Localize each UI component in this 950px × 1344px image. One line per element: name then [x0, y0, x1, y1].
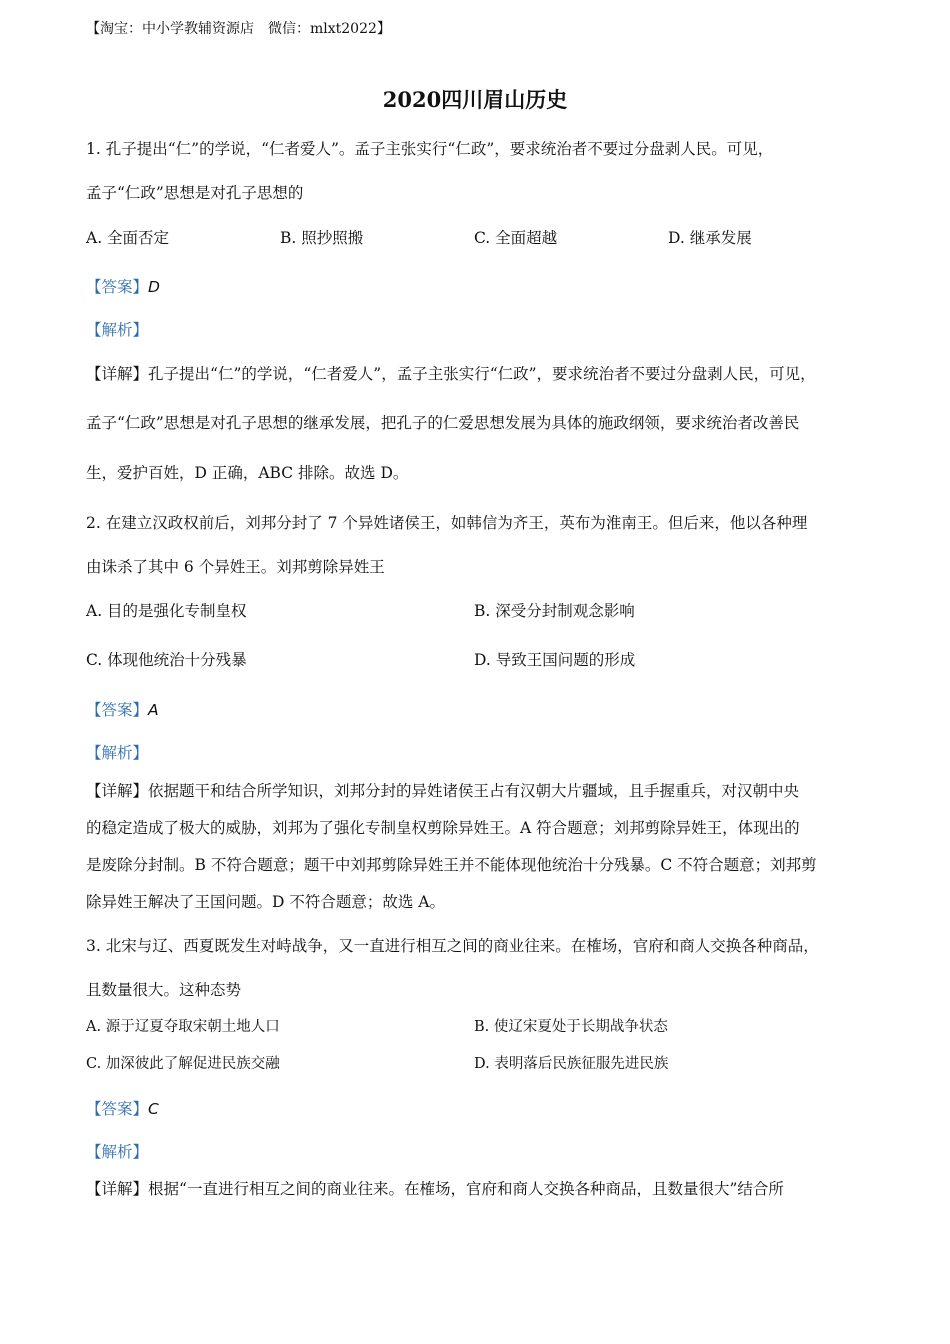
- q1-option-a: A. 全面否定: [86, 229, 170, 247]
- q1-answer: [86, 275, 160, 297]
- q2-stem-line1: 2. 在建立汉政权前后，刘邦分封了 7 个异姓诸侯王，如韩信为齐王，英布为淮南王。但后来，他以各种理: [86, 514, 808, 532]
- q1-analysis-tag: 【解析】: [86, 321, 149, 339]
- q2-option-d: D. 导致王国问题的形成: [474, 651, 636, 669]
- page-title: 2020四川眉山历史: [382, 87, 568, 112]
- q1-detail-line3: 生，爱护百姓，D 正确，ABC 排除。故选 D。: [86, 464, 409, 482]
- q3-analysis-tag: 【解析】: [86, 1143, 149, 1161]
- q2-detail-line4: 除异姓王解决了王国问题。D 不符合题意；故选 A。: [86, 893, 445, 911]
- q2-detail-line2: 的稳定造成了极大的威胁，刘邦为了强化专制皇权剪除异姓王。A 符合题意；刘邦剪除异姓王，体现出的: [86, 819, 800, 837]
- q1-option-d: D. 继承发展: [668, 229, 752, 247]
- answer-tag: 【答案】: [86, 1100, 149, 1118]
- q3-detail-line1: [86, 1177, 784, 1199]
- q2-analysis-tag: 【解析】: [86, 744, 149, 762]
- q1-option-c: C. 全面超越: [474, 229, 558, 247]
- q1-option-b: B. 照抄照搬: [280, 229, 364, 247]
- q3-option-c: C. 加深彼此了解促进民族交融: [86, 1056, 280, 1072]
- detail-tag: 【详解】: [86, 782, 149, 800]
- q2-option-c: C. 体现他统治十分残暴: [86, 651, 247, 669]
- q2-detail-line3: 是废除分封制。B 不符合题意；题干中刘邦剪除异姓王并不能体现他统治十分残暴。C 不符合题意；刘邦剪: [86, 856, 817, 874]
- q3-option-d: D. 表明落后民族征服先进民族: [474, 1056, 669, 1072]
- q2-answer: [86, 698, 159, 720]
- answer-tag: 【答案】: [86, 278, 149, 296]
- detail-tag: 【详解】: [86, 1180, 149, 1198]
- q3-answer-value: C: [148, 1100, 159, 1118]
- q1-detail-line1: [86, 362, 816, 384]
- q3-stem-line1: 3. 北宋与辽、西夏既发生对峙战争，又一直进行相互之间的商业往来。在榷场，官府和商人交换各种商品，: [86, 937, 819, 955]
- q1-detail-line2: 孟子“仁政”思想是对孔子思想的继承发展，把孔子的仁爱思想发展为具体的施政纲领，要求统治者改善民: [86, 414, 800, 432]
- q2-stem-line2: 由诛杀了其中 6 个异姓王。刘邦剪除异姓王: [86, 558, 385, 576]
- answer-tag: 【答案】: [86, 701, 149, 719]
- q3-detail-text: 根据“一直进行相互之间的商业往来。在榷场，官府和商人交换各种商品，且数量很大”结合所: [148, 1180, 784, 1198]
- q1-stem-line2: 孟子“仁政”思想是对孔子思想的: [86, 184, 304, 202]
- page-header: 【淘宝：中小学教辅资源店 微信：mlxt2022】: [86, 21, 391, 37]
- q2-detail-line1: [86, 779, 799, 801]
- q2-option-b: B. 深受分封制观念影响: [474, 602, 635, 620]
- q1-stem-line1: 1. 孔子提出“仁”的学说，“仁者爱人”。孟子主张实行“仁政”，要求统治者不要过分盘剥人民。可见，: [86, 140, 774, 158]
- q2-option-a: A. 目的是强化专制皇权: [86, 602, 247, 620]
- q3-answer: [86, 1097, 159, 1119]
- q2-answer-value: A: [148, 701, 159, 719]
- q3-stem-line2: 且数量很大。这种态势: [86, 981, 242, 999]
- q3-option-a: A. 源于辽夏夺取宋朝土地人口: [86, 1019, 280, 1035]
- q1-detail-text: 孔子提出“仁”的学说，“仁者爱人”，孟子主张实行“仁政”，要求统治者不要过分盘剥人民，可见，: [148, 365, 816, 383]
- q1-answer-value: D: [148, 278, 160, 296]
- q2-detail-text: 依据题干和结合所学知识，刘邦分封的异姓诸侯王占有汉朝大片疆域，且手握重兵，对汉朝中央: [148, 782, 800, 800]
- detail-tag: 【详解】: [86, 365, 149, 383]
- q3-option-b: B. 使辽宋夏处于长期战争状态: [474, 1019, 668, 1035]
